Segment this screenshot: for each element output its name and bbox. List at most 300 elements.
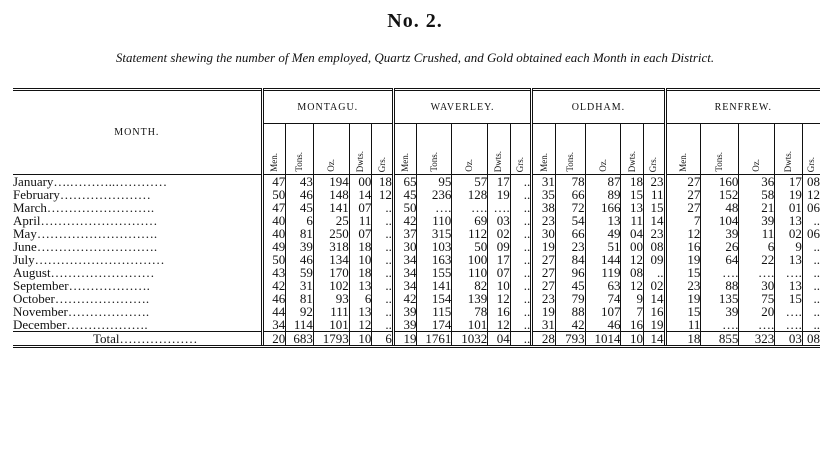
value-cell: 40	[262, 214, 286, 227]
value-cell: 39	[739, 214, 775, 227]
value-cell: 39	[701, 305, 739, 318]
value-cell: 36	[739, 175, 775, 189]
value-cell: ..	[510, 227, 532, 240]
value-cell: ..	[802, 240, 820, 253]
value-cell: ..	[510, 292, 532, 305]
month-label: December……………….	[13, 317, 148, 332]
value-cell: 14	[644, 292, 666, 305]
value-cell: 04	[488, 332, 511, 347]
value-cell: 28	[532, 332, 556, 347]
value-cell: 20	[739, 305, 775, 318]
value-cell: 1014	[585, 332, 621, 347]
value-cell: 47	[262, 175, 286, 189]
sub-header-label: Men.	[268, 153, 279, 172]
value-cell: ..	[372, 214, 394, 227]
value-cell: 78	[452, 305, 488, 318]
value-cell: 27	[665, 188, 701, 201]
value-cell: 250	[313, 227, 349, 240]
value-cell: 45	[286, 201, 314, 214]
statement-table	[13, 88, 820, 348]
value-cell: 34	[393, 279, 417, 292]
value-cell: 11	[621, 214, 644, 227]
value-cell: 63	[585, 279, 621, 292]
value-cell: 7	[621, 305, 644, 318]
value-cell: 144	[585, 253, 621, 266]
value-cell: 19	[532, 240, 556, 253]
value-cell: 12	[488, 292, 511, 305]
value-cell: 23	[665, 279, 701, 292]
sub-header-label: Men.	[538, 153, 549, 172]
value-cell: ..	[510, 240, 532, 253]
sub-header-cell	[417, 124, 452, 175]
value-cell: 683	[286, 332, 314, 347]
month-label: August……………………	[13, 265, 155, 280]
value-cell: ..	[372, 201, 394, 214]
value-cell: 18	[349, 240, 372, 253]
value-cell: ..	[372, 318, 394, 332]
value-cell: 08	[802, 332, 820, 347]
value-cell: 110	[417, 214, 452, 227]
value-cell: 10	[349, 253, 372, 266]
value-cell: 78	[555, 175, 585, 189]
value-cell: ..	[802, 253, 820, 266]
value-cell: 13	[775, 253, 803, 266]
sub-header-label: Men.	[400, 153, 411, 172]
value-cell: 19	[393, 332, 417, 347]
value-cell: 65	[393, 175, 417, 189]
value-cell: 30	[393, 240, 417, 253]
value-cell: 27	[532, 253, 556, 266]
value-cell: 13	[349, 305, 372, 318]
value-cell: 82	[452, 279, 488, 292]
sub-header-cell	[555, 124, 585, 175]
value-cell: 315	[417, 227, 452, 240]
district-header-renfrew: RENFREW.	[665, 90, 820, 124]
value-cell: 15	[665, 305, 701, 318]
sub-header-cell	[802, 124, 820, 175]
value-cell: 14	[644, 332, 666, 347]
value-cell: 75	[739, 292, 775, 305]
value-cell: 15	[665, 266, 701, 279]
value-cell: ….	[775, 305, 803, 318]
value-cell: 15	[644, 201, 666, 214]
sub-header-label: Oz.	[464, 159, 475, 172]
value-cell: 170	[313, 266, 349, 279]
sub-header-cell	[286, 124, 314, 175]
sub-header-label: Men.	[677, 153, 688, 172]
value-cell: 100	[452, 253, 488, 266]
value-cell: 855	[701, 332, 739, 347]
value-cell: 155	[417, 266, 452, 279]
value-cell: 152	[701, 188, 739, 201]
value-cell: 39	[701, 227, 739, 240]
value-cell: 26	[701, 240, 739, 253]
value-cell: 134	[313, 253, 349, 266]
value-cell: 10	[621, 332, 644, 347]
sub-header-label: Tons.	[564, 152, 575, 172]
value-cell: 34	[393, 266, 417, 279]
value-cell: ….	[775, 318, 803, 332]
value-cell: ..	[802, 305, 820, 318]
value-cell: 17	[488, 175, 511, 189]
value-cell: 03	[775, 332, 803, 347]
value-cell: 79	[555, 292, 585, 305]
value-cell: 02	[488, 227, 511, 240]
sub-header-label: Grs.	[515, 156, 525, 172]
month-label: February…………………	[13, 187, 151, 202]
value-cell: 23	[644, 175, 666, 189]
value-cell: 13	[585, 214, 621, 227]
value-cell: 17	[775, 175, 803, 189]
value-cell: ..	[510, 266, 532, 279]
value-cell: 115	[417, 305, 452, 318]
value-cell: 09	[644, 253, 666, 266]
month-label: May……………………….	[13, 226, 158, 241]
value-cell: 110	[452, 266, 488, 279]
sub-header-label: Tons.	[428, 152, 439, 172]
sub-header-label: Oz.	[751, 159, 762, 172]
sub-header-cell	[372, 124, 394, 175]
month-label: September……………….	[13, 278, 150, 293]
value-cell: 87	[585, 175, 621, 189]
value-cell: ..	[372, 279, 394, 292]
value-cell: 74	[585, 292, 621, 305]
sub-header-cell	[644, 124, 666, 175]
value-cell: 50	[452, 240, 488, 253]
value-cell: 12	[621, 253, 644, 266]
value-cell: 27	[532, 266, 556, 279]
value-cell: 12	[621, 279, 644, 292]
value-cell: 23	[555, 240, 585, 253]
sub-header-cell	[510, 124, 532, 175]
value-cell: ….	[739, 266, 775, 279]
value-cell: 12	[349, 318, 372, 332]
value-cell: 08	[802, 175, 820, 189]
value-cell: 11	[739, 227, 775, 240]
value-cell: 45	[393, 188, 417, 201]
value-cell: 06	[802, 227, 820, 240]
value-cell: ..	[510, 318, 532, 332]
table-body	[13, 175, 820, 347]
value-cell: 19	[775, 188, 803, 201]
value-cell: 46	[286, 253, 314, 266]
month-label: Total………………	[13, 332, 262, 347]
value-cell: 1793	[313, 332, 349, 347]
value-cell: 69	[452, 214, 488, 227]
sub-header-label: Dwts.	[626, 150, 637, 172]
value-cell: 11	[349, 214, 372, 227]
value-cell: 38	[532, 201, 556, 214]
value-cell: 23	[532, 292, 556, 305]
sub-header-cell	[488, 124, 511, 175]
table-row	[13, 318, 820, 332]
value-cell: 23	[644, 227, 666, 240]
value-cell: 19	[644, 318, 666, 332]
value-cell: 23	[532, 214, 556, 227]
sub-header-label: Grs.	[376, 156, 387, 172]
value-cell: ..	[372, 305, 394, 318]
value-cell: 01	[775, 201, 803, 214]
value-cell: 102	[313, 279, 349, 292]
month-label: June……………………….	[13, 239, 158, 254]
value-cell: 101	[313, 318, 349, 332]
value-cell: 37	[393, 227, 417, 240]
value-cell: 44	[262, 305, 286, 318]
page-title: No. 2.	[387, 10, 443, 32]
total-row	[13, 332, 820, 347]
value-cell: 43	[262, 266, 286, 279]
value-cell: 27	[665, 175, 701, 189]
sub-header-label: Oz.	[325, 159, 336, 172]
value-cell: 104	[701, 214, 739, 227]
value-cell: 18	[665, 332, 701, 347]
value-cell: ….	[739, 318, 775, 332]
value-cell: 11	[665, 318, 701, 332]
value-cell: 07	[488, 266, 511, 279]
value-cell: 236	[417, 188, 452, 201]
value-cell: 13	[349, 279, 372, 292]
value-cell: 103	[417, 240, 452, 253]
value-cell: 50	[262, 188, 286, 201]
value-cell: 22	[739, 253, 775, 266]
value-cell: 46	[262, 292, 286, 305]
value-cell: 9	[775, 240, 803, 253]
value-cell: 1761	[417, 332, 452, 347]
value-cell: 95	[417, 175, 452, 189]
value-cell: 81	[286, 227, 314, 240]
value-cell: 00	[621, 240, 644, 253]
value-cell: 128	[452, 188, 488, 201]
value-cell: ..	[372, 253, 394, 266]
value-cell: 107	[585, 305, 621, 318]
value-cell: 81	[286, 292, 314, 305]
value-cell: 31	[532, 175, 556, 189]
value-cell: 40	[262, 227, 286, 240]
value-cell: 42	[393, 214, 417, 227]
value-cell: ….	[417, 201, 452, 214]
value-cell: 07	[349, 201, 372, 214]
value-cell: 72	[555, 201, 585, 214]
value-cell: 6	[739, 240, 775, 253]
value-cell: 318	[313, 240, 349, 253]
value-cell: 66	[555, 227, 585, 240]
value-cell: ..	[510, 175, 532, 189]
value-cell: 12	[802, 188, 820, 201]
value-cell: 20	[262, 332, 286, 347]
sub-header-cell	[262, 124, 286, 175]
value-cell: ..	[372, 266, 394, 279]
value-cell: 57	[452, 175, 488, 189]
value-cell: 18	[372, 175, 394, 189]
value-cell: 88	[555, 305, 585, 318]
value-cell: 42	[393, 292, 417, 305]
value-cell: ….	[701, 318, 739, 332]
value-cell: 34	[393, 253, 417, 266]
value-cell: 160	[701, 175, 739, 189]
value-cell: 135	[701, 292, 739, 305]
value-cell: 141	[313, 201, 349, 214]
sub-header-cell	[313, 124, 349, 175]
value-cell: 59	[286, 266, 314, 279]
value-cell: 89	[585, 188, 621, 201]
value-cell: 112	[452, 227, 488, 240]
value-cell: 07	[349, 227, 372, 240]
value-cell: 02	[644, 279, 666, 292]
value-cell: ..	[802, 292, 820, 305]
sub-header-label: Oz.	[597, 159, 608, 172]
value-cell: 13	[621, 201, 644, 214]
value-cell: ..	[510, 332, 532, 347]
value-cell: 45	[555, 279, 585, 292]
value-cell: 43	[286, 175, 314, 189]
table-row	[13, 175, 820, 189]
value-cell: 19	[665, 253, 701, 266]
value-cell: ..	[510, 188, 532, 201]
value-cell: 25	[313, 214, 349, 227]
value-cell: 323	[739, 332, 775, 347]
value-cell: 14	[349, 188, 372, 201]
value-cell: 30	[532, 227, 556, 240]
value-cell: 42	[555, 318, 585, 332]
value-cell: ..	[510, 305, 532, 318]
value-cell: 111	[313, 305, 349, 318]
district-header-waverley: WAVERLEY.	[393, 90, 531, 124]
value-cell: 93	[313, 292, 349, 305]
sub-header-cell	[585, 124, 621, 175]
value-cell: 13	[775, 279, 803, 292]
month-label: April………………………	[13, 213, 158, 228]
value-cell: ..	[510, 214, 532, 227]
value-cell: 194	[313, 175, 349, 189]
value-cell: 04	[621, 227, 644, 240]
sub-header-cell	[452, 124, 488, 175]
value-cell: 39	[286, 240, 314, 253]
value-cell: 148	[313, 188, 349, 201]
value-cell: ….	[701, 266, 739, 279]
sub-header-label: Tons.	[294, 152, 305, 172]
value-cell: 12	[488, 318, 511, 332]
value-cell: ….	[488, 201, 511, 214]
sub-header-cell	[349, 124, 372, 175]
value-cell: 1032	[452, 332, 488, 347]
value-cell: 16	[665, 240, 701, 253]
value-cell: 119	[585, 266, 621, 279]
value-cell: 08	[621, 266, 644, 279]
value-cell: 35	[532, 188, 556, 201]
value-cell: 16	[621, 318, 644, 332]
value-cell: 16	[644, 305, 666, 318]
value-cell: 101	[452, 318, 488, 332]
sub-header-cell	[665, 124, 701, 175]
sub-header-label: Dwts.	[493, 150, 504, 172]
sub-header-label: Grs.	[805, 156, 816, 172]
value-cell: 15	[621, 188, 644, 201]
value-cell: 174	[417, 318, 452, 332]
value-cell: 64	[701, 253, 739, 266]
value-cell: 114	[286, 318, 314, 332]
value-cell: ..	[802, 266, 820, 279]
value-cell: 13	[775, 214, 803, 227]
value-cell: 154	[417, 292, 452, 305]
value-cell: 166	[585, 201, 621, 214]
value-cell: 19	[665, 292, 701, 305]
value-cell: 08	[644, 240, 666, 253]
value-cell: 27	[532, 279, 556, 292]
district-header-oldham: OLDHAM.	[532, 90, 665, 124]
sub-header-cell	[701, 124, 739, 175]
value-cell: 793	[555, 332, 585, 347]
value-cell: 31	[286, 279, 314, 292]
value-cell: 30	[739, 279, 775, 292]
month-column-header: MONTH.	[13, 90, 262, 175]
value-cell: 18	[349, 266, 372, 279]
month-label: March…………………….	[13, 200, 155, 215]
value-cell: 14	[644, 214, 666, 227]
value-cell: 49	[262, 240, 286, 253]
value-cell: 12	[372, 188, 394, 201]
value-cell: 06	[802, 201, 820, 214]
sub-header-cell	[775, 124, 803, 175]
value-cell: ..	[802, 318, 820, 332]
value-cell: ..	[802, 279, 820, 292]
table-subtitle: Statement shewing the number of Men employed, Quartz Crushed, and Gold obtained each Month in each District.	[115, 50, 715, 65]
value-cell: 21	[739, 201, 775, 214]
value-cell: 6	[286, 214, 314, 227]
value-cell: 42	[262, 279, 286, 292]
value-cell: 66	[555, 188, 585, 201]
value-cell: 31	[532, 318, 556, 332]
value-cell: ..	[372, 227, 394, 240]
value-cell: 09	[488, 240, 511, 253]
sub-header-label: Dwts.	[783, 150, 794, 172]
value-cell: 46	[585, 318, 621, 332]
value-cell: 9	[621, 292, 644, 305]
value-cell: ..	[510, 253, 532, 266]
value-cell: 163	[417, 253, 452, 266]
value-cell: 03	[488, 214, 511, 227]
value-cell: ..	[372, 240, 394, 253]
month-label: July…………………………	[13, 252, 165, 267]
value-cell: 58	[739, 188, 775, 201]
month-label: October………………….	[13, 291, 150, 306]
value-cell: 50	[262, 253, 286, 266]
value-cell: 54	[555, 214, 585, 227]
sub-header-label: Dwts.	[355, 150, 366, 172]
value-cell: 39	[393, 318, 417, 332]
value-cell: 51	[585, 240, 621, 253]
value-cell: 27	[665, 201, 701, 214]
value-cell: 46	[286, 188, 314, 201]
value-cell: 139	[452, 292, 488, 305]
value-cell: 18	[621, 175, 644, 189]
value-cell: 6	[372, 332, 394, 347]
value-cell: 10	[488, 279, 511, 292]
value-cell: 15	[775, 292, 803, 305]
sub-header-label: Grs.	[648, 156, 659, 172]
value-cell: ..	[802, 214, 820, 227]
value-cell: ….	[775, 266, 803, 279]
value-cell: ..	[372, 292, 394, 305]
sub-header-cell	[621, 124, 644, 175]
value-cell: 17	[488, 253, 511, 266]
value-cell: 39	[393, 305, 417, 318]
value-cell: ….	[452, 201, 488, 214]
value-cell: 16	[488, 305, 511, 318]
value-cell: 02	[775, 227, 803, 240]
value-cell: 11	[644, 188, 666, 201]
sub-header-cell	[532, 124, 556, 175]
value-cell: ..	[510, 201, 532, 214]
